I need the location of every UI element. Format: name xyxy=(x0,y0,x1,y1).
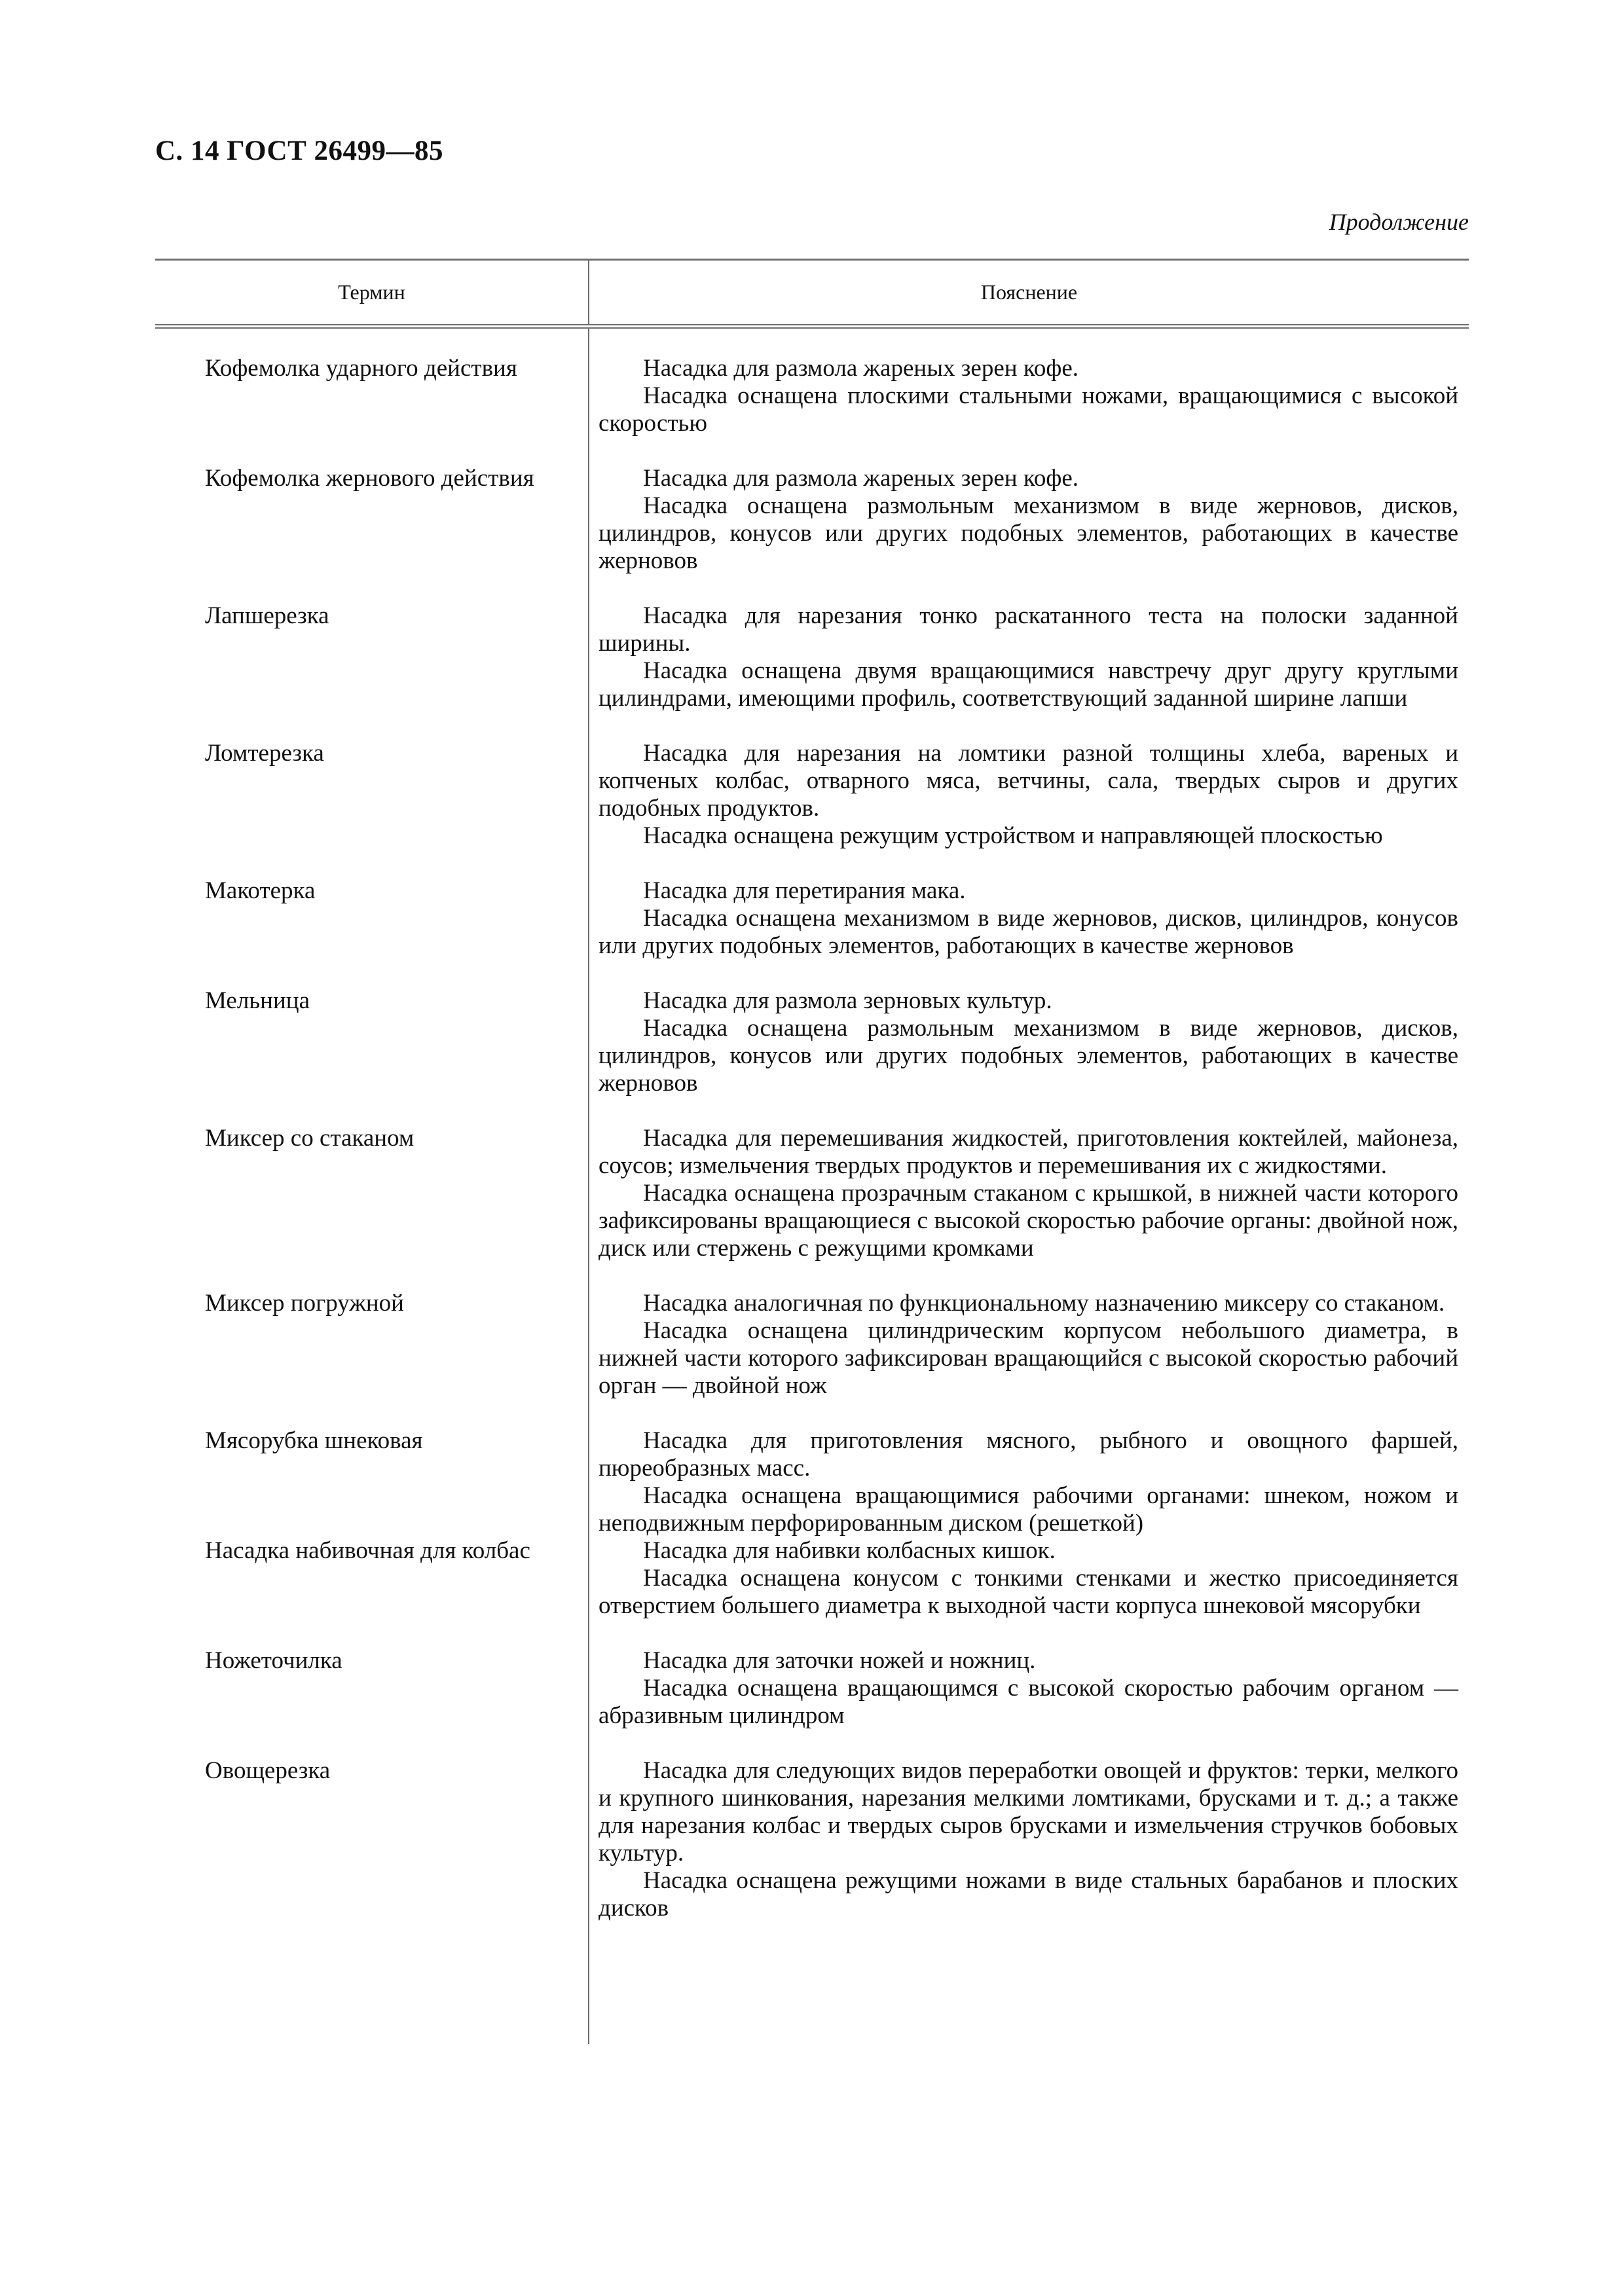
explanation-paragraph: Насадка для размола жареных зерен кофе. xyxy=(643,465,1079,492)
term-cell xyxy=(155,1647,588,1730)
term-text: Миксер со стаканом xyxy=(205,1125,415,1152)
term-text: Мельница xyxy=(205,987,310,1014)
column-header-explanation: Пояснение xyxy=(980,280,1078,304)
explanation-paragraph: Насадка оснащена конусом с тонкими стенками и жестко присоединяется отверстием большего диаметра к выходной части корпуса шнековой мясорубки xyxy=(599,1565,1458,1619)
table-row xyxy=(155,1427,1469,1537)
term-cell xyxy=(155,465,588,575)
explanation-paragraph: Насадка для перетирания мака. xyxy=(643,877,966,904)
table-row xyxy=(155,987,1469,1097)
explanation-paragraph: Насадка оснащена двумя вращающимися навстречу друг другу круглыми цилиндрами, имеющими профиль, соответствующий заданной ширине лапши xyxy=(599,657,1458,712)
explanation-cell xyxy=(588,987,1469,1097)
term-cell xyxy=(155,1290,588,1400)
term-text: Макотерка xyxy=(205,877,316,904)
explanation-cell xyxy=(588,1290,1469,1400)
explanation-paragraph: Насадка оснащена размольным механизмом в виде жерновов, дисков, цилиндров, конусов или других подобных элементов, работающих в качестве жерновов xyxy=(599,492,1458,574)
continuation-label: Продолжение xyxy=(1329,209,1469,235)
term-text: Кофемолка жернового действия xyxy=(205,465,534,492)
explanation-paragraph: Насадка оснащена режущими ножами в виде стальных барабанов и плоских дисков xyxy=(599,1867,1458,1922)
explanation-paragraph: Насадка оснащена размольным механизмом в виде жерновов, дисков, цилиндров, конусов или других подобных элементов, работающих в качестве жерновов xyxy=(599,1015,1458,1097)
page-header: С. 14 ГОСТ 26499—85 xyxy=(155,136,444,166)
terms-table xyxy=(155,259,1469,1922)
term-cell xyxy=(155,1427,588,1537)
table-row xyxy=(155,1537,1469,1620)
explanation-paragraph: Насадка оснащена прозрачным стаканом с крышкой, в нижней части которого зафиксированы вращающиеся с высокой скоростью рабочие органы: двойной нож, диск или стержень с режущими кромками xyxy=(599,1180,1458,1262)
explanation-cell xyxy=(588,1647,1469,1730)
term-text: Мясорубка шнековая xyxy=(205,1427,423,1454)
explanation-paragraph: Насадка оснащена режущим устройством и направляющей плоскостью xyxy=(643,822,1383,849)
explanation-paragraph: Насадка для приготовления мясного, рыбного и овощного фаршей, пюреобразных масс. xyxy=(599,1427,1458,1482)
table-row xyxy=(155,740,1469,850)
term-cell xyxy=(155,740,588,850)
explanation-cell xyxy=(588,1757,1469,1922)
table-row xyxy=(155,355,1469,437)
explanation-paragraph: Насадка оснащена цилиндрическим корпусом небольшого диаметра, в нижней части которого зафиксирован вращающийся с высокой скоростью рабочий орган — двойной нож xyxy=(599,1317,1458,1399)
column-divider xyxy=(588,329,589,2044)
explanation-paragraph: Насадка оснащена вращающимися рабочими органами: шнеком, ножом и неподвижным перфорированным диском (решеткой) xyxy=(599,1482,1458,1537)
explanation-paragraph: Насадка оснащена плоскими стальными ножами, вращающимися с высокой скоростью xyxy=(599,382,1458,437)
table-row xyxy=(155,877,1469,960)
explanation-paragraph: Насадка для заточки ножей и ножниц. xyxy=(643,1647,1036,1674)
explanation-cell xyxy=(588,877,1469,960)
explanation-cell xyxy=(588,355,1469,437)
explanation-paragraph: Насадка для набивки колбасных кишок. xyxy=(643,1537,1056,1564)
explanation-paragraph: Насадка для размола жареных зерен кофе. xyxy=(643,355,1079,382)
table-row xyxy=(155,1647,1469,1730)
term-cell xyxy=(155,1757,588,1922)
table-row xyxy=(155,602,1469,712)
term-cell xyxy=(155,877,588,960)
explanation-paragraph: Насадка для перемешивания жидкостей, приготовления коктейлей, майонеза, соусов; измельчения твердых продуктов и перемешивания их с жидкостями. xyxy=(599,1125,1458,1179)
term-cell xyxy=(155,355,588,437)
explanation-paragraph: Насадка оснащена механизмом в виде жерновов, дисков, цилиндров, конусов или других подобных элементов, работающих в качестве жерновов xyxy=(599,905,1458,959)
table-header xyxy=(155,259,1469,329)
explanation-paragraph: Насадка для нарезания на ломтики разной толщины хлеба, вареных и копченых колбас, отварного мяса, ветчины, сала, твердых сыров и других подобных продуктов. xyxy=(599,740,1458,822)
explanation-cell xyxy=(588,465,1469,575)
term-text: Ломтерезка xyxy=(205,740,324,767)
explanation-paragraph: Насадка аналогичная по функциональному назначению миксеру со стаканом. xyxy=(643,1290,1445,1317)
term-cell xyxy=(155,987,588,1097)
table-row xyxy=(155,465,1469,575)
table-row xyxy=(155,1290,1469,1400)
term-cell xyxy=(155,1125,588,1262)
explanation-cell xyxy=(588,1125,1469,1262)
term-text: Овощерезка xyxy=(205,1757,331,1784)
explanation-cell xyxy=(588,1537,1469,1620)
table-body xyxy=(155,329,1469,1922)
term-cell xyxy=(155,1537,588,1620)
term-text: Миксер погружной xyxy=(205,1290,404,1317)
table-row xyxy=(155,1757,1469,1922)
term-text: Лапшерезка xyxy=(205,602,329,629)
explanation-paragraph: Насадка для нарезания тонко раскатанного теста на полоски заданной ширины. xyxy=(599,602,1458,657)
explanation-paragraph: Насадка для размола зерновых культур. xyxy=(643,987,1052,1014)
explanation-paragraph: Насадка оснащена вращающимся с высокой скоростью рабочим органом — абразивным цилиндром xyxy=(599,1675,1458,1729)
explanation-paragraph: Насадка для следующих видов переработки овощей и фруктов: терки, мелкого и крупного шинкования, нарезания мелкими ломтиками, брусками и т. д.; а также для нарезания колбас и твердых сыров брусками и измельчения стручков бобовых культур. xyxy=(599,1757,1458,1867)
term-text: Насадка набивочная для колбас xyxy=(205,1537,530,1564)
table-row xyxy=(155,1125,1469,1262)
term-text: Ножеточилка xyxy=(205,1647,342,1674)
term-cell xyxy=(155,602,588,712)
column-header-term: Термин xyxy=(155,261,589,324)
explanation-cell xyxy=(588,602,1469,712)
explanation-cell xyxy=(588,740,1469,850)
explanation-cell xyxy=(588,1427,1469,1537)
term-text: Кофемолка ударного действия xyxy=(205,355,517,382)
